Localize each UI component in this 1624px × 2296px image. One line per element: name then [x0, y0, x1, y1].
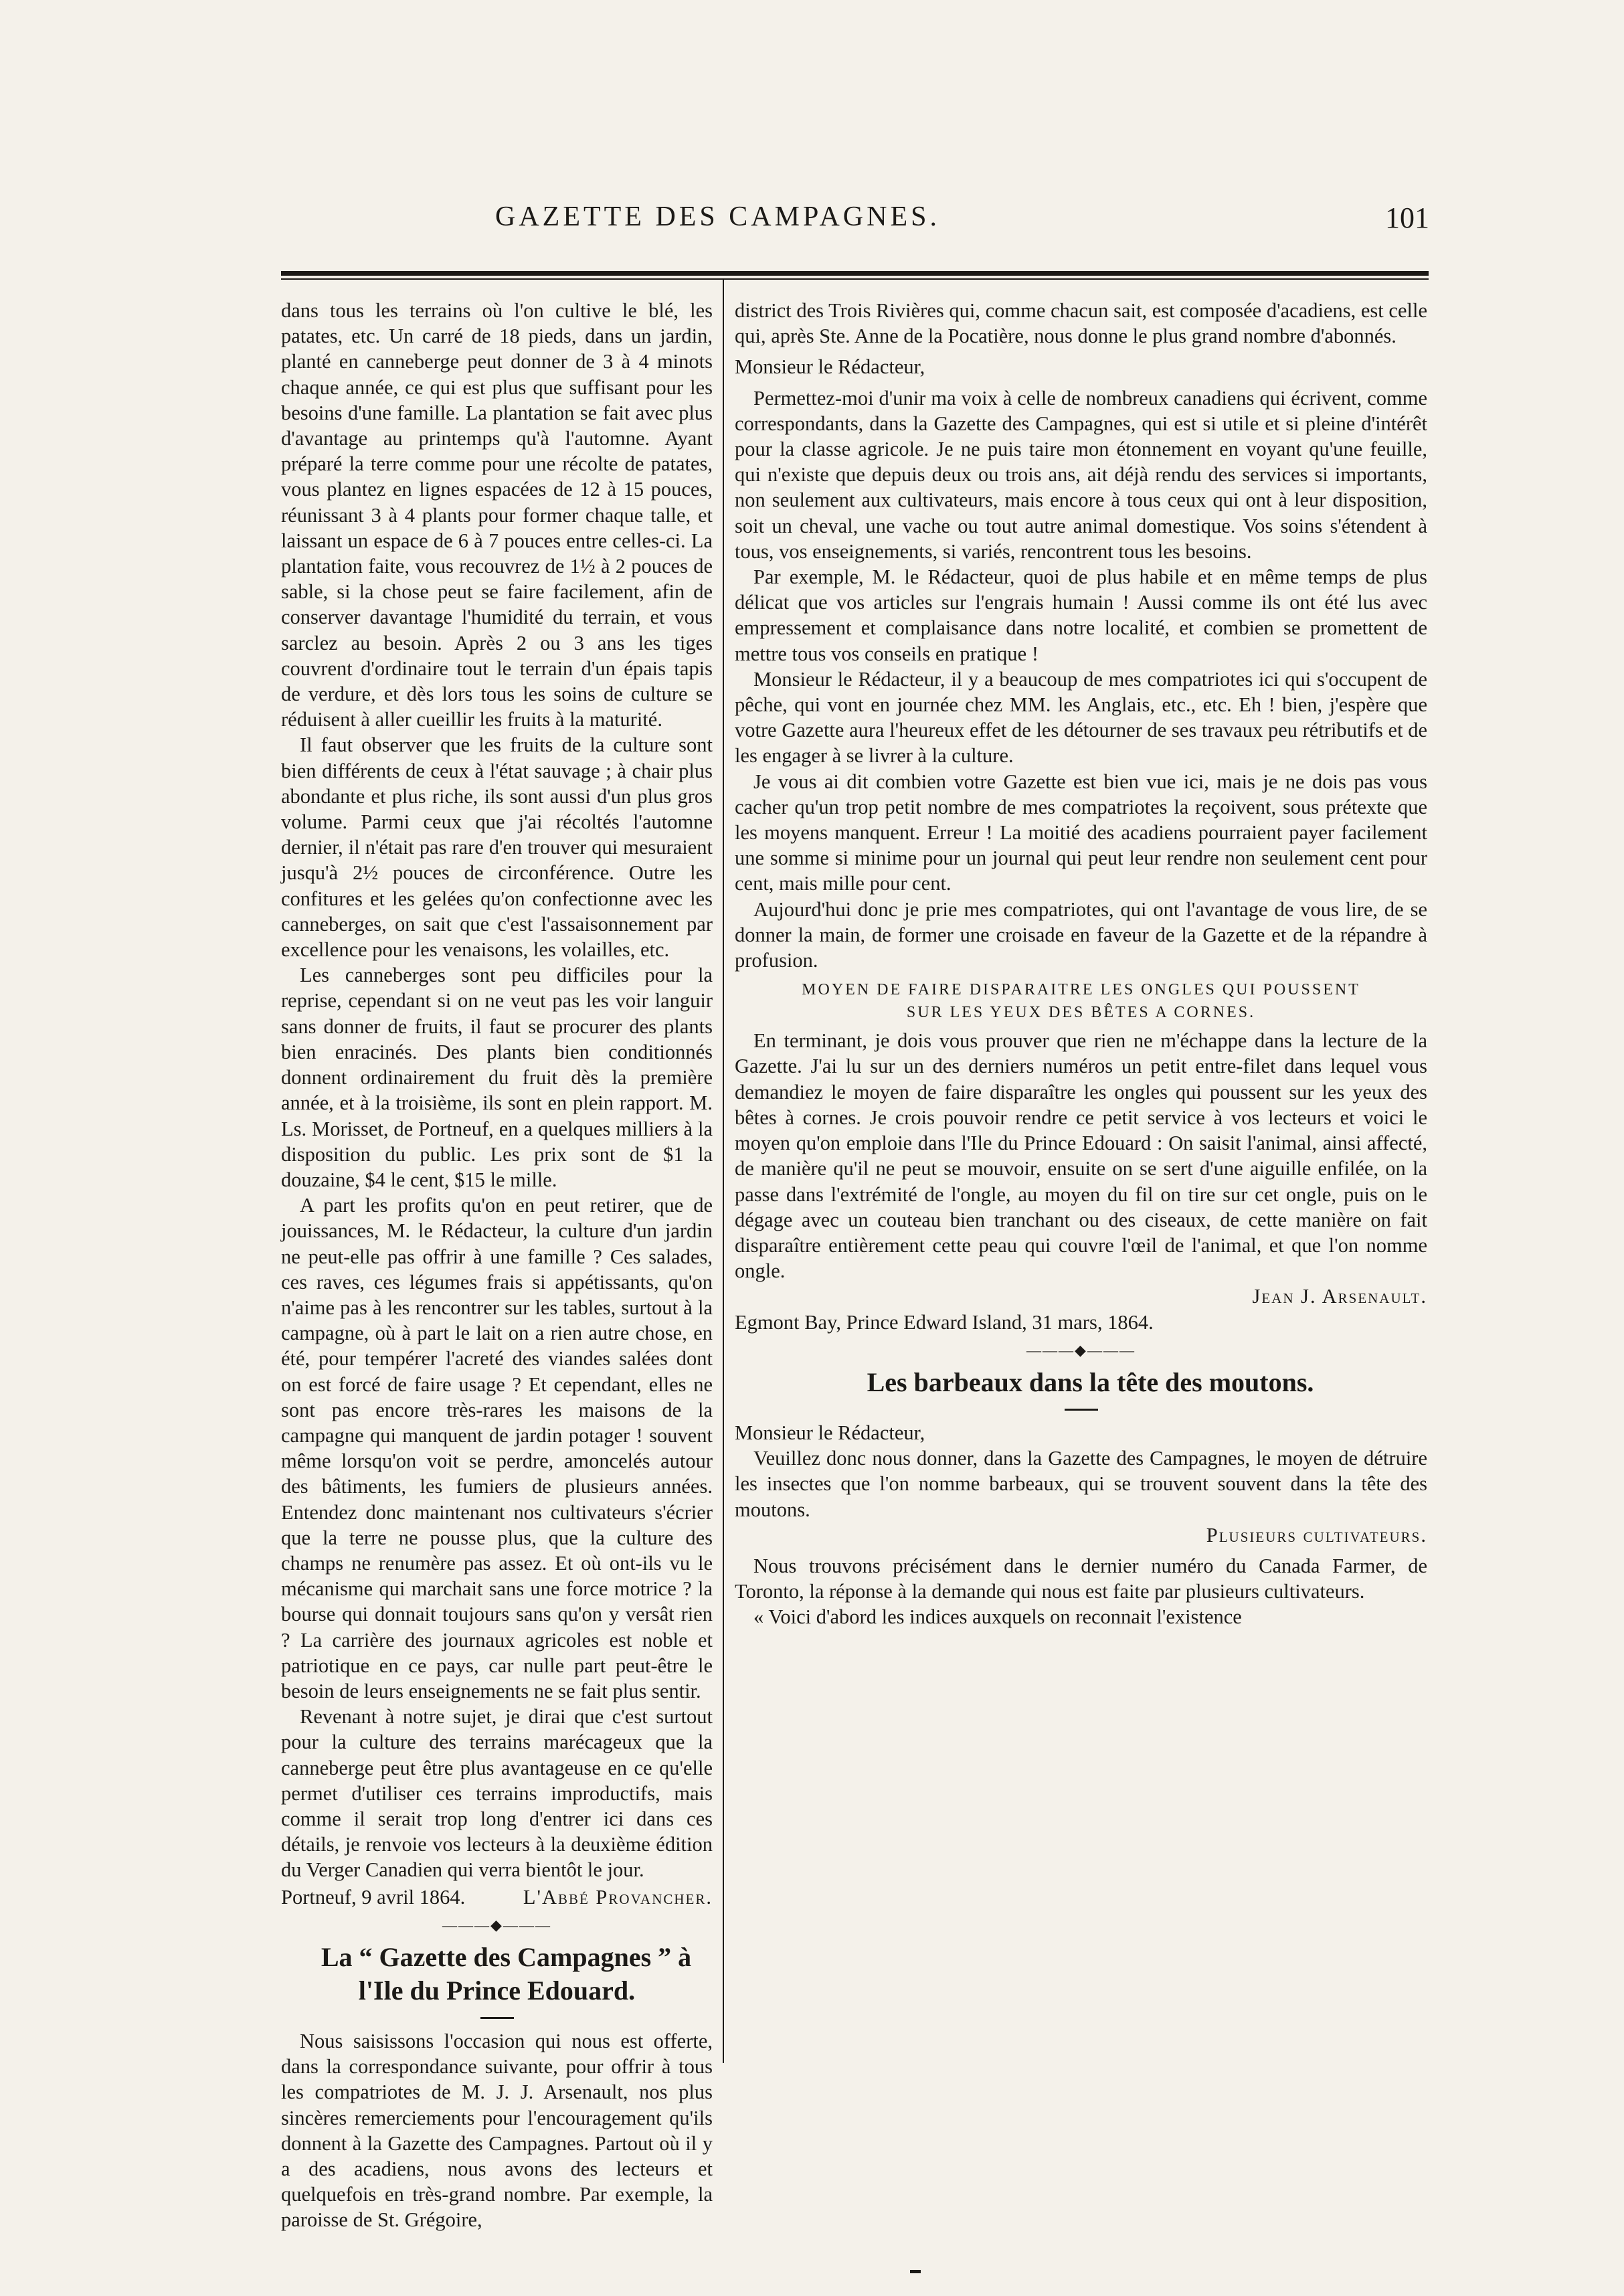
- article-title: Les barbeaux dans la tête des moutons.: [867, 1366, 1314, 1397]
- spacer: [735, 349, 1427, 354]
- page-header: [495, 201, 1432, 248]
- signature: Plusieurs cultivateurs.: [1206, 1523, 1427, 1547]
- subhead-line: SUR LES YEUX DES BÊTES A CORNES.: [906, 1004, 1256, 1022]
- spacer: [735, 1548, 1427, 1553]
- letter-paragraph: Permettez-moi d'unir ma voix à celle de nombreux canadiens qui écrivent, comme correspondants, dans la Gazette des Campagnes, qui est si utile et si pleine d'intérêt pour la classe agricole. Je ne puis taire mon étonnement en voyant qu'une feuille, qui n'existe que depuis deux ou trois ans, ait déjà rendu des services si importants, non seulement aux cultivateurs, mais encore à tous ceux qui ont à leur disposition, soit un cheval, une vache ou tout autre animal domestique. Vos soins s'étendent à tous, vos enseignements, si variés, rencontrent tous les besoins.: [735, 386, 1427, 563]
- salutation: Monsieur le Rédacteur,: [735, 355, 925, 379]
- article-paragraph: Nous trouvons précisément dans le dernier numéro du Canada Farmer, de Toronto, la réponse à la demande qui nous est faite par plusieurs cultivateurs.: [735, 1554, 1427, 1603]
- page-number: 101: [1385, 201, 1429, 234]
- letter-paragraph: Je vous ai dit combien votre Gazette est bien vue ici, mais je ne dois pas vous cacher qu'un trop petit nombre de mes compatriotes la reçoivent, sous prétexte que les moyens manquent. Erreur ! La moitié des acadiens pourraient payer facilement une somme si minime pour un journal qui peut leur rendre non seulement cent pour cent, mais mille pour cent.: [735, 770, 1427, 895]
- spacer: [735, 380, 1427, 385]
- right-column: [735, 298, 1427, 1630]
- header-rule-thin: [281, 278, 1429, 280]
- salutation: Monsieur le Rédacteur,: [735, 1421, 925, 1444]
- left-paragraph: Il faut observer que les fruits de la culture sont bien différents de ceux à l'état sauvage ; à chair plus abondante et plus riche, ils sont aussi d'un plus gros volume. Parmi ceux que j'ai récoltés l'automne dernier, il n'était pas rare d'en trouver qui mesuraient jusqu'à 2½ pouces de circonférence. Outre les confitures et les gelées qu'on confectionne avec les canneberges, on sait que c'est l'assaisonnement par excellence pour les venaisons, les volailles, etc.: [281, 733, 713, 962]
- dateline: Egmont Bay, Prince Edward Island, 31 mars, 1864.: [735, 1310, 1154, 1334]
- letter-paragraph: Veuillez donc nous donner, dans la Gazette des Campagnes, le moyen de détruire les insectes que l'on nomme barbeaux, qui se trouvent souvent dans la tête des moutons.: [735, 1447, 1427, 1521]
- signature: L'Abbé Provancher.: [523, 1885, 713, 1909]
- letter-paragraph: Monsieur le Rédacteur, il y a beaucoup de mes compatriotes ici qui s'occupent de pêche, qui vont en journée chez MM. les Anglais, etc., etc. Eh ! bien, j'espère que votre Gazette aura l'heureux effet de les détourner de ses travaux peu rétributifs et de les engager à se livrer à la culture.: [735, 667, 1427, 768]
- article-title: La “ Gazette des Campagnes ” à l'Ile du Prince Edouard.: [321, 1942, 692, 2006]
- ornament-divider: ―――◆―――: [442, 1916, 551, 1933]
- left-column: [281, 298, 713, 2233]
- letter-paragraph: Par exemple, M. le Rédacteur, quoi de plus habile et en même temps de plus délicat que vos articles sur l'engrais humain ! Aussi comme ils ont été lus avec empressement et complaisance dans notre localité, et combien se promettent de mettre tous vos conseils en pratique !: [735, 565, 1427, 665]
- article-paragraph: « Voici d'abord les indices auxquels on reconnait l'existence: [753, 1605, 1242, 1629]
- running-title: GAZETTE DES CAMPAGNES.: [495, 201, 940, 232]
- short-rule: [1065, 1409, 1098, 1411]
- column-divider: [723, 280, 724, 2063]
- print-mark: [910, 2270, 921, 2273]
- left-paragraph: Les canneberges sont peu difficiles pour la reprise, cependant si on ne veut pas les voir languir sans donner de fruits, il faut se procurer des plants bien enracinés. Des plants bien conditionnés donnent ordinairement du fruit dès la première année, et à la troisième, ils sont en plein rapport. M. Ls. Morisset, de Portneuf, en a quelques milliers à la disposition du public. Les prix sont de $1 la douzaine, $4 le cent, $15 le mille.: [281, 964, 713, 1191]
- subhead-line: MOYEN DE FAIRE DISPARAITRE LES ONGLES QUI POUSSENT: [802, 981, 1360, 999]
- left-paragraph: A part les profits qu'on en peut retirer, que de jouissances, M. le Rédacteur, la culture d'un jardin ne peut-elle pas offrir à une famille ? Ces salades, ces raves, ces légumes frais si appétissants, qu'on n'aime pas à les rencontrer sur les tables, surtout à la campagne, où à part le lait on a rien autre chose, en été, pour tempérer l'acreté des viandes salées dont on est forcé de faire usage ? Et cependant, elles ne sont pas encore très-rares les maisons de la campagne qui manquent de jardin potager ! souvent même lorsqu'on voit se perdre, amoncelés autour des bâtiments, les fumiers de plusieurs années. Entendez donc maintenant nos cultivateurs s'écrier que la terre ne pousse plus, que la culture des champs ne renumère pas assez. Et où ont-ils vu le mécanisme qui marchait sans une force motrice ? la bourse qui donnait toujours sans qu'on y versât rien ? La carrière des journaux agricoles est noble et patriotique en ce pays, car nulle part peut-être le besoin de leurs enseignements ne se fait plus sentir.: [281, 1194, 713, 1702]
- dateline: Portneuf, 9 avril 1864.: [281, 1885, 466, 1909]
- short-rule: [480, 2017, 514, 2019]
- left-paragraph: dans tous les terrains où l'on cultive le blé, les patates, etc. Un carré de 18 pieds, dans un jardin, planté en canneberge peut donner de 3 à 4 minots chaque année, ce qui est plus que suffisant pour les besoins d'une famille. La plantation se fait avec plus d'avantage au printemps qu'à l'automne. Ayant préparé la terre comme pour une récolte de patates, vous plantez en lignes espacées de 12 à 15 pouces, réunissant 3 à 4 plants pour former chaque talle, et laissant un espace de 6 à 7 pouces entre celles-ci. La plantation faite, vous recouvrez de 1½ à 2 pouces de sable, si la chose peut se faire facilement, afin de conserver davantage l'humidité du terrain, et vous sarclez au besoin. Après 2 ou 3 ans les tiges couvrent d'ordinaire tout le terrain d'un épais tapis de verdure, et dès lors tous les soins de culture se réduisent à aller cueillir les fruits à la maturité.: [281, 299, 713, 731]
- signature: Jean J. Arsenault.: [1252, 1285, 1427, 1308]
- article-paragraph: Nous saisissons l'occasion qui nous est offerte, dans la correspondance suivante, pour offrir à tous les compatriotes de M. J. J. Arsenault, nos plus sincères remerciements pour l'encouragement qu'ils donnent à la Gazette des Campagnes. Partout où il y a des acadiens, nous avons des lecteurs et quelquefois en très-grand nombre. Par exemple, la paroisse de St. Grégoire,: [281, 2030, 713, 2232]
- letter-paragraph: Aujourd'hui donc je prie mes compatriotes, qui ont l'avantage de vous lire, de se donner la main, de former une croisade en faveur de la Gazette et de la répandre à profusion.: [735, 897, 1427, 972]
- ornament-divider: ―――◆―――: [1026, 1341, 1136, 1358]
- section-subhead: [735, 978, 1427, 1024]
- continuation-paragraph: district des Trois Rivières qui, comme chacun sait, est composée d'acadiens, est celle qui, après Ste. Anne de la Pocatière, nous donne le plus grand nombre d'abonnés.: [735, 299, 1427, 348]
- left-paragraph: Revenant à notre sujet, je dirai que c'est surtout pour la culture des terrains marécageux que la canneberge peut être plus avantageuse en ce qu'elle permet d'utiliser ces terrains improductifs, mais comme il serait trop long d'entrer ici dans ces détails, je renvoie vos lecteurs à la deuxième édition du Verger Canadien qui verra bientôt le jour.: [281, 1705, 713, 1882]
- header-rule-thick: [281, 271, 1429, 276]
- letter-paragraph: En terminant, je dois vous prouver que rien ne m'échappe dans la lecture de la Gazette. J'ai lu sur un des derniers numéros un petit entre-filet dans lequel vous demandiez le moyen de faire disparaître les ongles qui poussent sur les yeux des bêtes à cornes. Je crois pouvoir rendre ce petit service à vos lecteurs et voici le moyen qu'on emploie dans l'Ile du Prince Edouard : On saisit l'animal, ainsi affecté, de manière qu'il ne peut se mouvoir, ensuite on se sert d'une aiguille enfilée, on la passe dans l'extrémité de l'ongle, au moyen du fil on tire sur cet ongle, puis on le dégage avec un couteau bien tranchant ou des ciseaux, de cette manière on fait disparaître entièrement cette peau qui couvre l'œil de l'animal, et que l'on nomme ongle.: [735, 1029, 1427, 1283]
- letter-closing: [281, 1884, 713, 1910]
